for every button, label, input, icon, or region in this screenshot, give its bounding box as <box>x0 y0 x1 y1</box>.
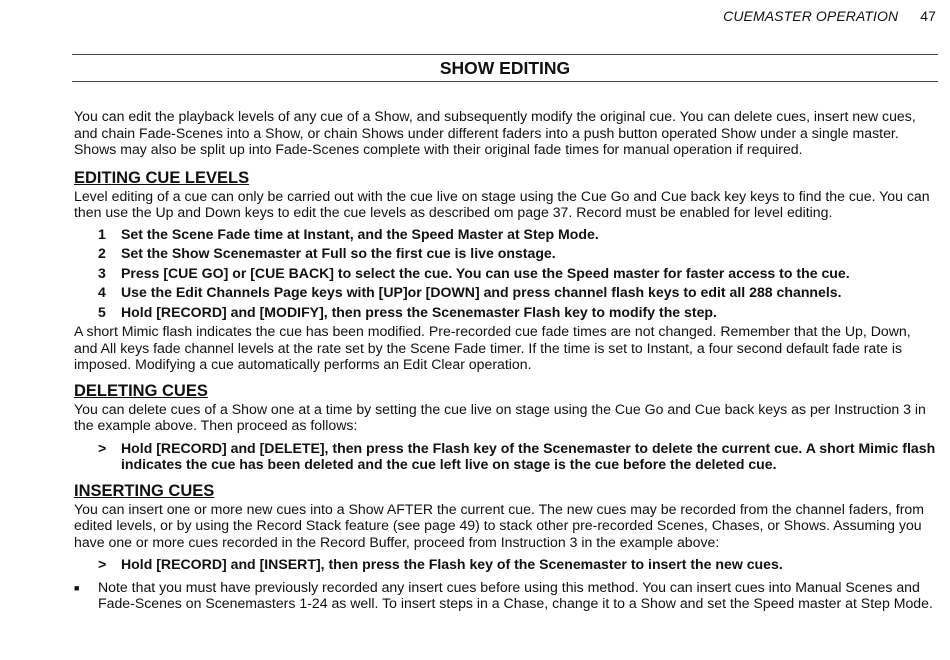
insert-instruction <box>74 556 936 573</box>
editing-after-paragraph: A short Mimic flash indicates the cue has been modified. Pre-recorded cue fade times are not changed. Remember that the Up, Down, and All keys fade channel levels at the rate set by the Scene Fade timer. If the time is set to Instant, a four second default fade rate is imposed. Modifying a cue automatically performs an Edit Clear operation. <box>74 323 911 372</box>
step-text: Press [CUE GO] or [CUE BACK] to select the cue. You can use the Speed master for faster access to the cue. <box>121 264 850 281</box>
heading-editing-cue-levels: EDITING CUE LEVELS <box>74 168 250 187</box>
step-item <box>74 245 936 262</box>
step-item <box>74 284 936 301</box>
instruction-marker: > <box>98 556 107 572</box>
step-text: Hold [RECORD] and [MODIFY], then press the Scenemaster Flash key to modify the step. <box>121 303 717 320</box>
step-item <box>74 226 936 243</box>
page-number: 47 <box>920 8 936 24</box>
document-body <box>74 108 936 612</box>
step-text: Use the Edit Channels Page keys with [UP]or [DOWN] and press channel flash keys to edit all 288 channels. <box>121 284 842 300</box>
step-number: 4 <box>98 284 106 300</box>
step-text: Set the Show Scenemaster at Full so the first cue is live onstage. <box>121 245 556 261</box>
step-text: Set the Scene Fade time at Instant, and the Speed Master at Step Mode. <box>121 225 599 242</box>
insert-note-text: Note that you must have previously recorded any insert cues before using this method. You can insert cues into Manual Scenes and Fade-Scenes on Scenemasters 1-24 as well. To insert steps in a Chase, change it to a Show and set the Speed master at Step Mode. <box>98 578 933 611</box>
step-number: 5 <box>98 303 106 320</box>
page-title: SHOW EDITING <box>439 58 571 78</box>
instruction-marker: > <box>98 439 107 456</box>
step-number: 3 <box>98 264 106 281</box>
title-band <box>72 54 938 82</box>
step-item <box>74 265 936 282</box>
square-bullet-icon: ■ <box>74 582 80 593</box>
heading-deleting-cues: DELETING CUES <box>74 381 208 400</box>
delete-instruction <box>74 440 936 473</box>
step-item <box>74 304 936 321</box>
inserting-paragraph: You can insert one or more new cues into a Show AFTER the current cue. The new cues may be recorded from the channel faders, from edited levels, or by using the Record Stack feature (see page 49) to stack other pre-recorded Scenes, Chases, or Shows. Assuming you have one or more cues recorded in the Record Buffer, proceed from Instruction 3 in the example above: <box>74 500 924 550</box>
editing-paragraph: Level editing of a cue can only be carried out with the cue live on stage using the Cue Go and Cue back key keys to find the cue. You can then use the Up and Down keys to edit the cue levels as described om page 37. Record must be enabled for level editing. <box>74 187 930 220</box>
heading-inserting-cues: INSERTING CUES <box>74 481 215 500</box>
deleting-paragraph: You can delete cues of a Show one at a time by setting the cue live on stage using the Cue Go and Cue back keys as per Instruction 3 in the example above. Then proceed as follows: <box>74 400 926 433</box>
header-section-title: CUEMASTER OPERATION <box>723 8 899 24</box>
step-number: 1 <box>98 225 106 242</box>
insert-note <box>74 579 936 612</box>
intro-paragraph: You can edit the playback levels of any cue of a Show, and subsequently modify the original cue. You can delete cues, insert new cues, and chain Fade-Scenes into a Show, or chain Shows under different faders into a push button operated Show under a single master. Shows may also be split up into Fade-Scenes complete with their original fade times for manual operation if required. <box>74 108 916 157</box>
insert-instruction-text: Hold [RECORD] and [INSERT], then press the Flash key of the Scenemaster to insert the new cues. <box>121 556 783 572</box>
step-number: 2 <box>98 245 106 261</box>
delete-instruction-text: Hold [RECORD] and [DELETE], then press the Flash key of the Scenemaster to delete the current cue. A short Mimic flash indicates the cue has been deleted and the cue left live on stage is the cue before the deleted cue. <box>121 439 936 472</box>
running-header <box>723 8 936 24</box>
editing-steps-list <box>74 226 936 321</box>
